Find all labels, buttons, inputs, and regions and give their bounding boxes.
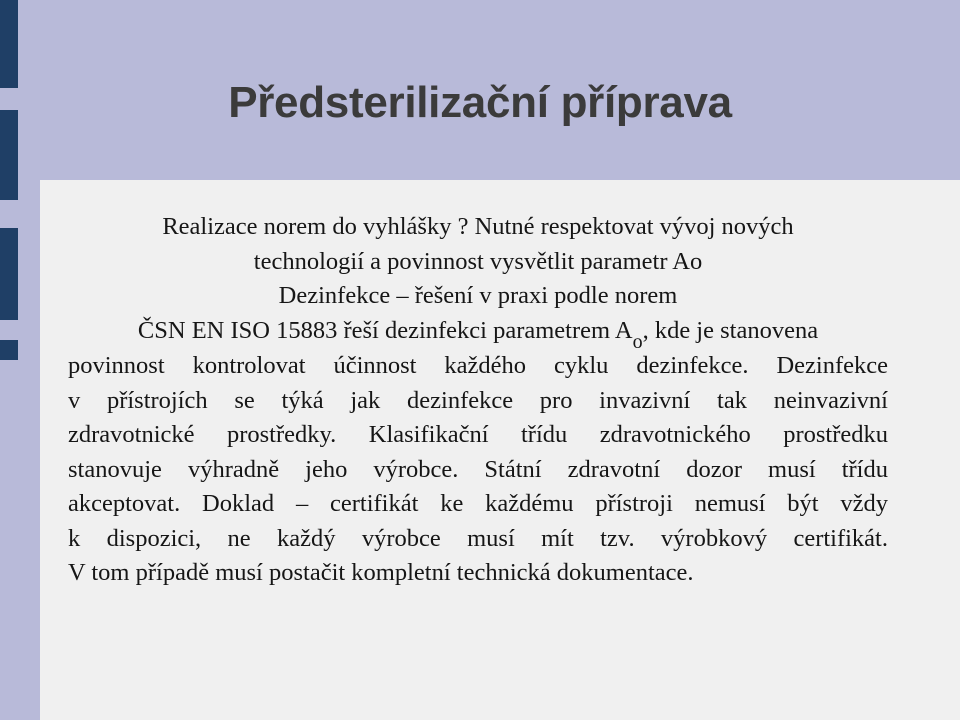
- decor-bar-3: [0, 228, 18, 320]
- text-line-4-tail: , kde je stanovena: [642, 316, 819, 344]
- paragraph-line-last: V tom případě musí postačit kompletní technická dokumentace.: [68, 559, 694, 586]
- slide-title: Předsterilizační příprava: [228, 78, 732, 127]
- paragraph-line: zdravotnické prostředky. Klasifikační třídu zdravotnického prostředku: [68, 421, 888, 448]
- decor-bar-1: [0, 0, 18, 88]
- paragraph-line: v přístrojích se týká jak dezinfekce pro invazivní tak neinvazivní: [68, 386, 888, 414]
- paragraph-line: k dispozici, ne každý výrobce musí mít tzv. výrobkový certifikát.: [68, 524, 888, 552]
- text-line-3: Dezinfekce – řešení v praxi podle norem: [278, 282, 678, 309]
- slide-body: [68, 210, 888, 591]
- text-line-1: Realizace norem do vyhlášky ? Nutné respektovat vývoj nových: [162, 213, 794, 240]
- text-line-4: [68, 314, 888, 353]
- paragraph-line: povinnost kontrolovat účinnost každého cyklu dezinfekce. Dezinfekce: [68, 352, 888, 379]
- paragraph-line: akceptovat. Doklad – certifikát ke každému přístroji nemusí být vždy: [68, 490, 888, 517]
- decor-bar-4: [0, 340, 18, 360]
- text-line-4-subscript: o: [632, 330, 643, 353]
- text-line-2: technologií a povinnost vysvětlit parametr Ao: [253, 247, 703, 275]
- text-line-4-main: ČSN EN ISO 15883 řeší dezinfekci parametrem A: [137, 316, 633, 344]
- paragraph-line: stanovuje výhradně jeho výrobce. Státní zdravotní dozor musí třídu: [68, 455, 888, 483]
